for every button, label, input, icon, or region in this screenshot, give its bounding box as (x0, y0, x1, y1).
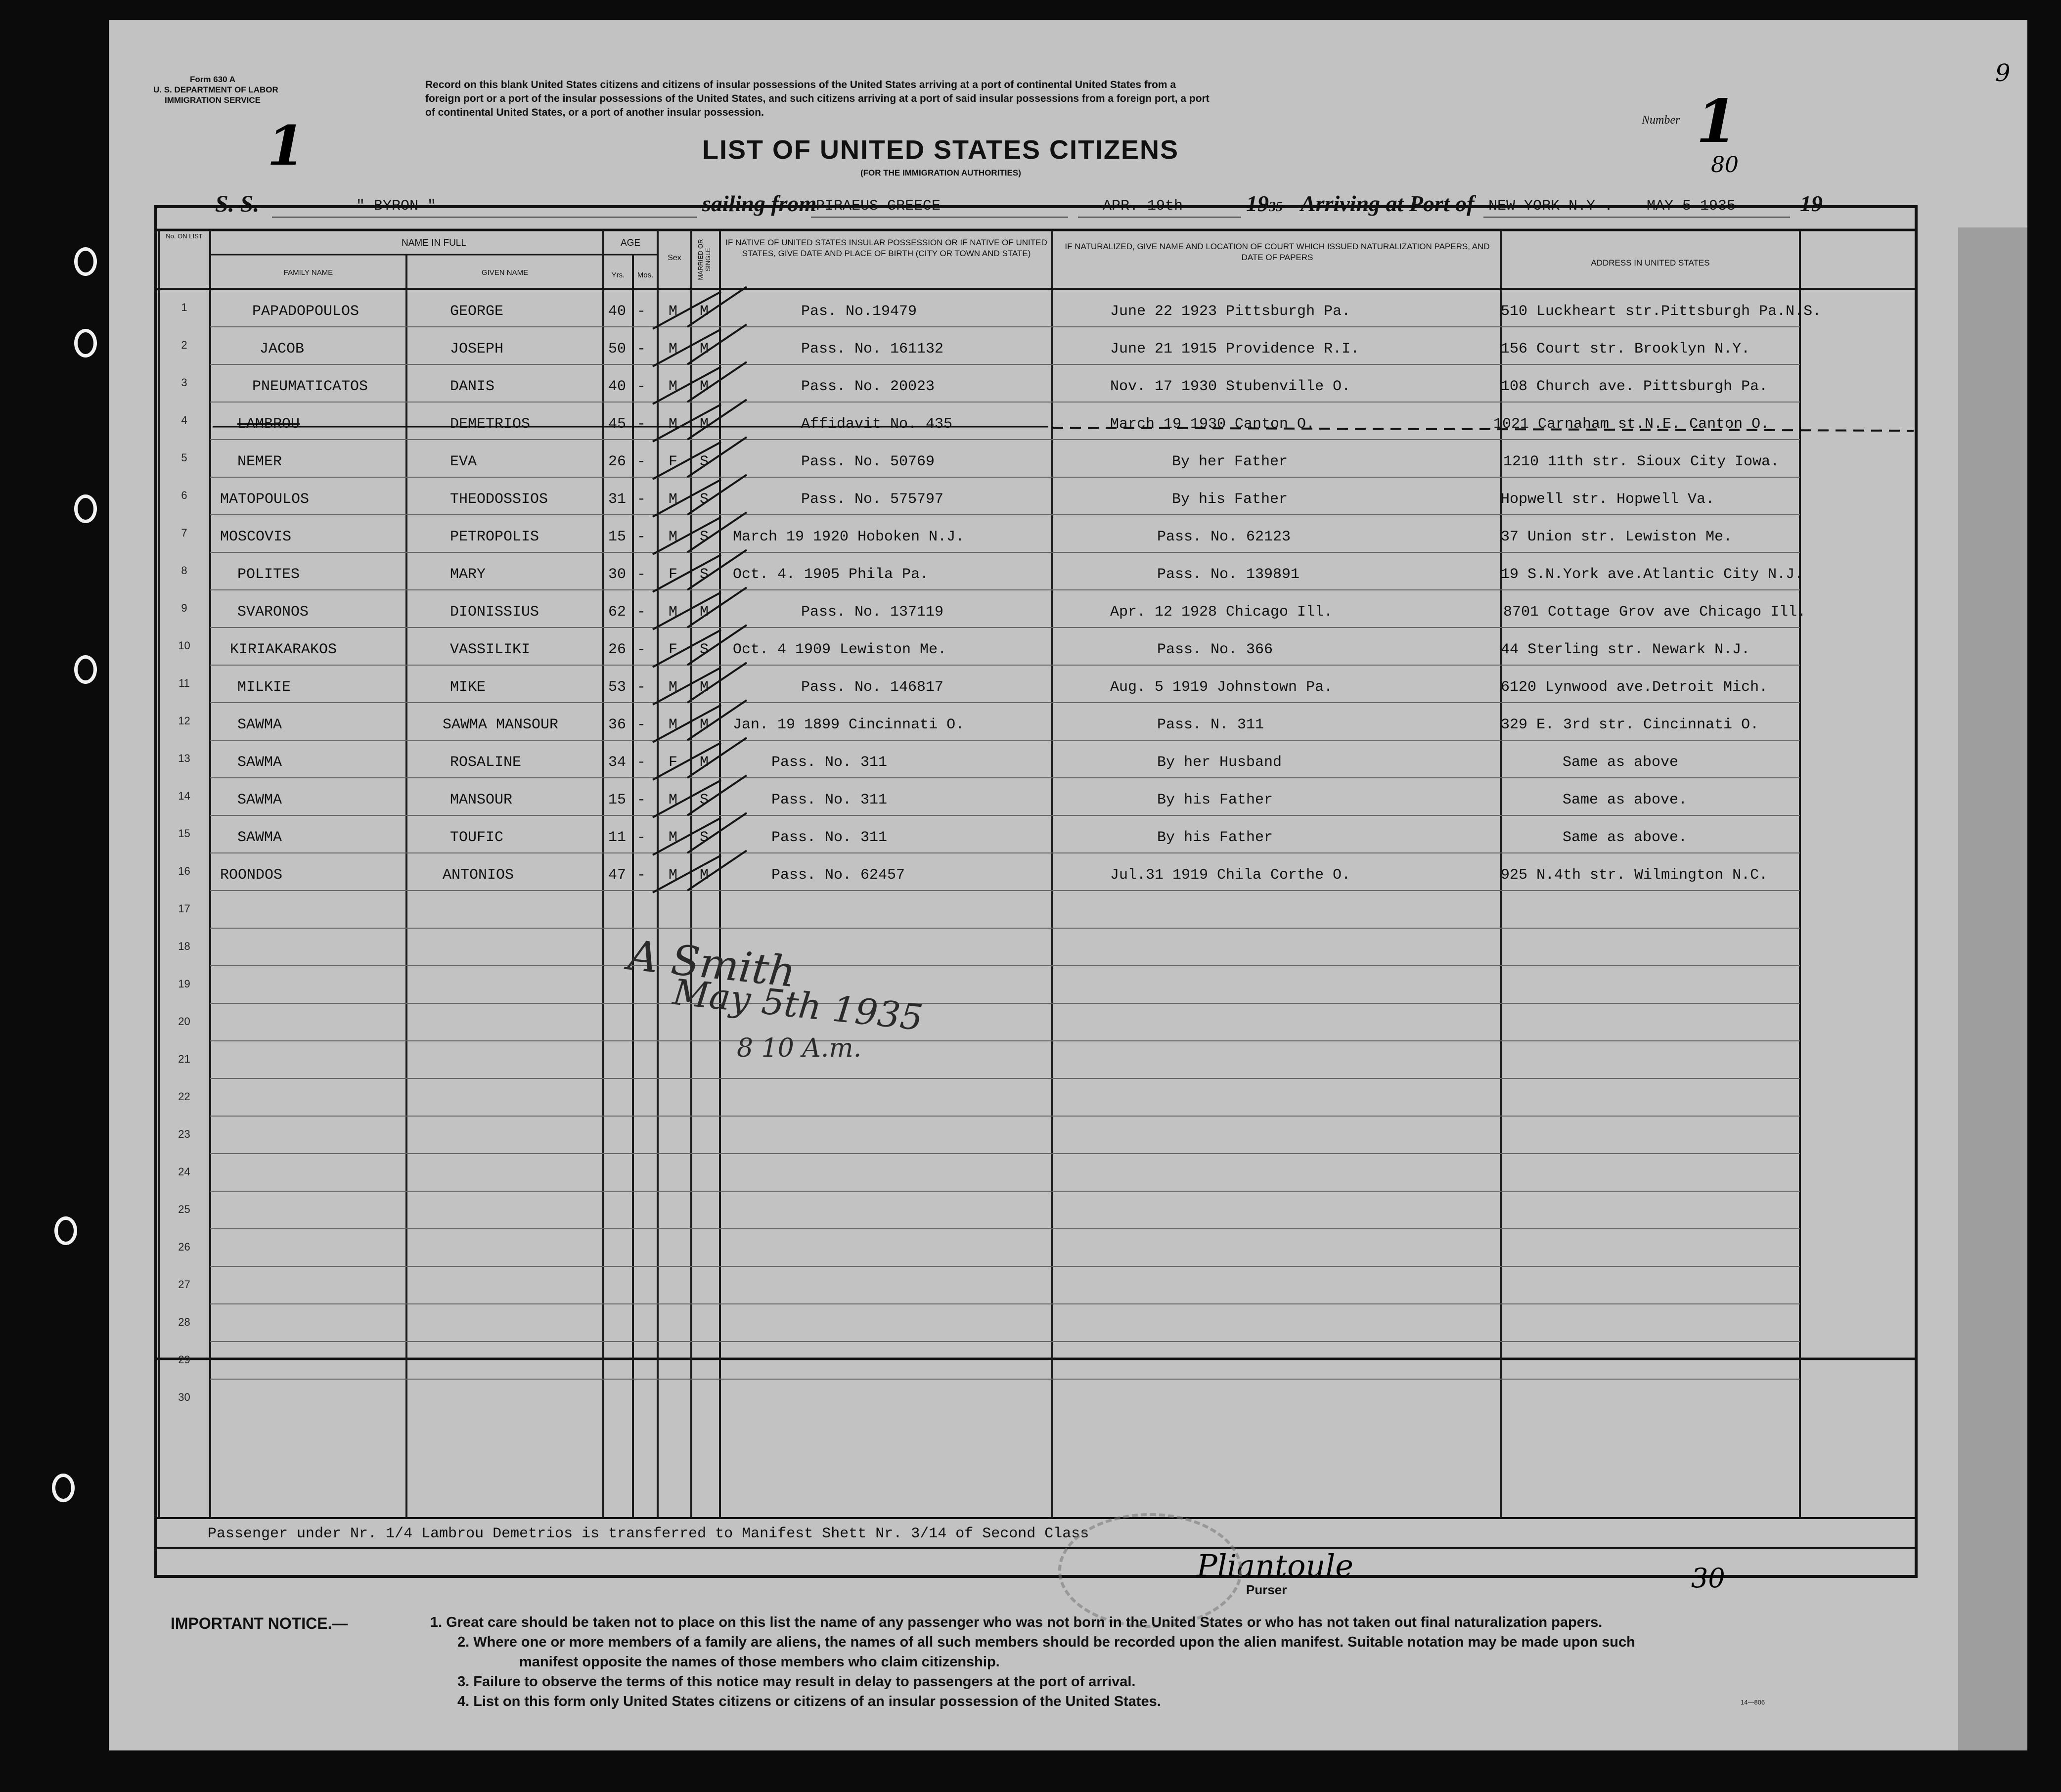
notice-item-4: 4. List on this form only United States citizens or citizens of an insular possession of the United States. (457, 1694, 1161, 1709)
table-grid (109, 20, 2027, 1750)
row-mos: - (637, 792, 646, 808)
row-given: MIKE (450, 679, 486, 696)
sheet-number-handwritten: 1 (267, 114, 305, 178)
row-number: 25 (178, 1203, 190, 1215)
row-addr: 510 Luckheart str.Pittsburgh Pa.N.S. (1501, 303, 1822, 320)
row-ms: M (700, 604, 709, 621)
row-family: LAMBROU (237, 416, 300, 433)
row-ms: S (700, 829, 709, 846)
row-family: SAWMA (237, 829, 282, 846)
row-ms: M (700, 754, 709, 771)
ship-name: " BYRON " (356, 198, 437, 215)
row-mos: - (637, 641, 646, 658)
row-nat: Jul.31 1919 Chila Corthe O. (1110, 867, 1351, 884)
row-nat: June 22 1923 Pittsburgh Pa. (1110, 303, 1351, 320)
row-number: 11 (179, 677, 190, 689)
row-sex: F (669, 566, 678, 583)
row-sex: M (669, 679, 678, 696)
row-mos: - (637, 604, 646, 621)
row-yrs: 34 (608, 754, 627, 771)
form-code: 14—806 (1741, 1699, 1765, 1706)
row-mos: - (637, 303, 646, 320)
row-given: ANTONIOS (443, 867, 514, 884)
row-number: 8 (181, 564, 187, 577)
row-number: 19 (178, 978, 190, 990)
col-married-single: MARRIED OR SINGLE (697, 239, 712, 280)
row-birth: Affidavit No. 435 (801, 416, 953, 433)
notice-item-3: 3. Failure to observe the terms of this notice may result in delay to passengers at the port of arrival. (457, 1674, 1136, 1690)
notice-label: IMPORTANT NOTICE.— (171, 1614, 348, 1632)
row-nat: By her Husband (1157, 754, 1282, 771)
row-number: 4 (181, 414, 187, 426)
row-mos: - (637, 829, 646, 846)
row-yrs: 36 (608, 717, 627, 733)
row-given: TOUFIC (450, 829, 504, 846)
row-addr: 108 Church ave. Pittsburgh Pa. (1501, 378, 1768, 395)
arrival-date: MAY 5 1935 (1647, 198, 1736, 215)
row-birth: Pass. No. 137119 (801, 604, 944, 621)
row-birth: Pas. No.19479 (801, 303, 917, 320)
row-nat: Nov. 17 1930 Stubenville O. (1110, 378, 1351, 395)
row-number: 29 (178, 1353, 190, 1366)
row-number: 18 (178, 940, 190, 952)
inspection-date: May 5th 1935 (671, 971, 925, 1039)
col-given-name: GIVEN NAME (481, 269, 529, 277)
row-yrs: 15 (608, 529, 627, 545)
binder-hole (54, 1216, 77, 1245)
col-family-name: FAMILY NAME (283, 269, 333, 277)
row-family: SAWMA (237, 754, 282, 771)
row-nat: By his Father (1157, 792, 1273, 808)
col-birth-info: IF NATIVE OF UNITED STATES INSULAR POSSESSION OR IF NATIVE OF UNITED STATES, GIVE DATE AND PLACE OF BIRTH (CITY OR TOWN AND STATE) (725, 238, 1047, 258)
row-birth: Oct. 4. 1905 Phila Pa. (733, 566, 929, 583)
row-nat: By his Father (1157, 829, 1273, 846)
row-number: 10 (178, 639, 190, 652)
row-mos: - (637, 341, 646, 358)
row-family: NEMER (237, 453, 282, 470)
number-label: Number (1642, 114, 1680, 127)
row-given: MANSOUR (450, 792, 513, 808)
row-yrs: 30 (608, 566, 627, 583)
row-number: 20 (178, 1015, 190, 1028)
sail-date: APR. 19th (1103, 198, 1183, 215)
row-sex: F (669, 453, 678, 470)
row-addr: 1210 11th str. Sioux City Iowa. (1503, 453, 1780, 470)
page-count: 30 (1691, 1563, 1725, 1594)
row-number: 12 (178, 715, 190, 727)
year-prefix-2: 19 (1800, 191, 1823, 216)
row-nat: March 19 1930 Canton O. (1110, 416, 1315, 433)
binder-hole (74, 494, 97, 523)
col-naturalized: IF NATURALIZED, GIVE NAME AND LOCATION OF COURT WHICH ISSUED NATURALIZATION PAPERS, AND DATE OF PAPERS (1065, 242, 1490, 262)
row-number: 7 (181, 527, 187, 539)
row-sex: M (669, 604, 678, 621)
row-number: 2 (181, 339, 187, 351)
row-number: 24 (178, 1165, 190, 1178)
row-ms: M (700, 679, 709, 696)
year-prefix: 1935 (1246, 191, 1283, 216)
row-family: KIRIAKARAKOS (230, 641, 337, 658)
row-ms: S (700, 491, 709, 508)
row-sex: F (669, 754, 678, 771)
row-given: EVA (450, 453, 477, 470)
purser-signature: Pliantoule (1197, 1548, 1353, 1584)
row-birth: Jan. 19 1899 Cincinnati O. (733, 717, 965, 733)
row-family: MILKIE (237, 679, 291, 696)
row-number: 3 (181, 376, 187, 389)
inspection-time: 8 10 A.m. (737, 1033, 862, 1063)
row-yrs: 40 (608, 303, 627, 320)
row-yrs: 53 (608, 679, 627, 696)
row-nat: June 21 1915 Providence R.I. (1110, 341, 1360, 358)
row-ms: M (700, 341, 709, 358)
row-addr: 156 Court str. Brooklyn N.Y. (1501, 341, 1750, 358)
row-birth: Pass. No. 146817 (801, 679, 944, 696)
col-name-in-full: NAME IN FULL (402, 238, 466, 248)
arrival-port: NEW YORK N.Y . (1488, 198, 1613, 215)
row-number: 22 (178, 1090, 190, 1103)
row-mos: - (637, 566, 646, 583)
row-mos: - (637, 717, 646, 733)
row-given: VASSILIKI (450, 641, 531, 658)
row-given: DEMETRIOS (450, 416, 531, 433)
row-ms: M (700, 867, 709, 884)
row-addr: 329 E. 3rd str. Cincinnati O. (1501, 717, 1759, 733)
row-sex: M (669, 792, 678, 808)
row-nat: Pass. No. 62123 (1157, 529, 1291, 545)
col-sex: Sex (668, 254, 681, 262)
row-yrs: 11 (608, 829, 627, 846)
row-number: 5 (181, 451, 187, 464)
row-nat: Apr. 12 1928 Chicago Ill. (1110, 604, 1333, 621)
row-nat: Pass. N. 311 (1157, 717, 1264, 733)
col-mos: Mos. (637, 271, 654, 279)
row-addr: 44 Sterling str. Newark N.J. (1501, 641, 1750, 658)
row-number: 26 (178, 1241, 190, 1253)
row-addr: Same as above. (1563, 792, 1688, 808)
row-family: SAWMA (237, 792, 282, 808)
row-addr: 925 N.4th str. Wilmington N.C. (1501, 867, 1768, 884)
row-sex: M (669, 491, 678, 508)
service-label: IMMIGRATION SERVICE (165, 95, 261, 105)
row-birth: Pass. No. 161132 (801, 341, 944, 358)
row-mos: - (637, 754, 646, 771)
row-sex: M (669, 416, 678, 433)
notice-item-2-cont: manifest opposite the names of those members who claim citizenship. (519, 1654, 1000, 1670)
row-mos: - (637, 529, 646, 545)
row-number: 15 (178, 827, 190, 840)
row-addr: 19 S.N.York ave.Atlantic City N.J. (1501, 566, 1804, 583)
row-birth: Pass. No. 311 (771, 754, 888, 771)
row-yrs: 62 (608, 604, 627, 621)
row-family: PAPADOPOULOS (252, 303, 359, 320)
row-addr: 37 Union str. Lewiston Me. (1501, 529, 1733, 545)
sailing-label: sailing from (702, 191, 817, 216)
row-given: ROSALINE (450, 754, 522, 771)
official-stamp (1058, 1513, 1242, 1628)
row-addr: Same as above. (1563, 829, 1688, 846)
instruction-line-3: of continental United States, or a port of another insular possession. (425, 107, 764, 118)
binder-hole (52, 1474, 75, 1502)
row-nat: By her Father (1172, 453, 1288, 470)
inspector-signature: A Smith (626, 931, 798, 997)
corner-mark: 9 (1995, 59, 2011, 87)
row-birth: Pass. No. 50769 (801, 453, 935, 470)
row-family: POLITES (237, 566, 300, 583)
row-ms: M (700, 416, 709, 433)
row-given: JOSEPH (450, 341, 504, 358)
row-mos: - (637, 491, 646, 508)
row-number: 23 (178, 1128, 190, 1140)
row-ms: S (700, 453, 709, 470)
row-yrs: 45 (608, 416, 627, 433)
row-number: 14 (178, 790, 190, 802)
row-number: 16 (178, 865, 190, 877)
row-addr: 1021 Carnaham st.N.E. Canton O. (1493, 416, 1770, 433)
row-family: MOSCOVIS (220, 529, 292, 545)
row-given: DANIS (450, 378, 495, 395)
row-mos: - (637, 416, 646, 433)
number-value: 1 (1696, 87, 1738, 156)
row-yrs: 40 (608, 378, 627, 395)
row-given: GEORGE (450, 303, 504, 320)
row-sex: M (669, 529, 678, 545)
row-number: 1 (181, 301, 187, 314)
form-subtitle: (FOR THE IMMIGRATION AUTHORITIES) (860, 168, 1021, 178)
row-family: SAWMA (237, 717, 282, 733)
row-birth: Oct. 4 1909 Lewiston Me. (733, 641, 947, 658)
instruction-line-1: Record on this blank United States citizens and citizens of insular possessions of the United States arriving at a port of continental United States from a (425, 79, 1176, 90)
row-birth: Pass. No. 311 (771, 829, 888, 846)
row-yrs: 15 (608, 792, 627, 808)
row-ms: S (700, 529, 709, 545)
row-number: 27 (178, 1278, 190, 1291)
row-number: 28 (178, 1316, 190, 1328)
row-nat: Aug. 5 1919 Johnstown Pa. (1110, 679, 1333, 696)
number-subvalue: 80 (1711, 152, 1739, 178)
row-number: 30 (178, 1391, 190, 1403)
row-nat: By his Father (1172, 491, 1288, 508)
ss-label: S. S. (215, 191, 260, 217)
form-title: LIST OF UNITED STATES CITIZENS (702, 135, 1179, 165)
row-number: 17 (178, 902, 190, 915)
binder-hole (74, 329, 97, 358)
row-birth: March 19 1920 Hoboken N.J. (733, 529, 965, 545)
row-ms: M (700, 378, 709, 395)
row-given: DIONISSIUS (450, 604, 539, 621)
col-age: AGE (620, 238, 641, 248)
row-family: SVARONOS (237, 604, 309, 621)
row-mos: - (637, 867, 646, 884)
form-id: Form 630 A (190, 75, 235, 84)
row-mos: - (637, 378, 646, 395)
row-sex: M (669, 829, 678, 846)
row-nat: Pass. No. 366 (1157, 641, 1273, 658)
row-ms: S (700, 792, 709, 808)
row-family: ROONDOS (220, 867, 283, 884)
row-sex: M (669, 717, 678, 733)
row-yrs: 31 (608, 491, 627, 508)
department-label: U. S. DEPARTMENT OF LABOR (153, 85, 278, 94)
col-no-on-list: No. ON LIST (166, 232, 203, 240)
row-given: THEODOSSIOS (450, 491, 548, 508)
row-sex: M (669, 303, 678, 320)
row-yrs: 50 (608, 341, 627, 358)
row-addr: Hopwell str. Hopwell Va. (1501, 491, 1715, 508)
row-family: PNEUMATICATOS (252, 378, 368, 395)
row-addr: 6120 Lynwood ave.Detroit Mich. (1501, 679, 1768, 696)
row-number: 21 (178, 1053, 190, 1065)
row-sex: M (669, 867, 678, 884)
col-address: ADDRESS IN UNITED STATES (1591, 258, 1710, 268)
notice-item-1: 1. Great care should be taken not to place on this list the name of any passenger who was not born in the United States or who has not taken out final naturalization papers. (430, 1614, 1603, 1630)
manifest-sheet (109, 20, 2027, 1750)
row-sex: M (669, 378, 678, 395)
row-given: MARY (450, 566, 486, 583)
binder-hole (74, 247, 97, 276)
row-yrs: 26 (608, 453, 627, 470)
row-family: MATOPOULOS (220, 491, 310, 508)
row-yrs: 26 (608, 641, 627, 658)
row-number: 6 (181, 489, 187, 501)
row-yrs: 47 (608, 867, 627, 884)
transfer-note: Passenger under Nr. 1/4 Lambrou Demetrios is transferred to Manifest Shett Nr. 3/14 of Second Class (208, 1525, 1089, 1542)
row-given: PETROPOLIS (450, 529, 539, 545)
row-number: 9 (181, 602, 187, 614)
col-yrs: Yrs. (611, 271, 625, 279)
row-ms: M (700, 717, 709, 733)
row-addr: Same as above (1563, 754, 1679, 771)
instruction-line-2: foreign port or a port of the insular possessions of the United States, and such citizens arriving at a port of said insular possessions from a foreign port, a port (425, 93, 1210, 104)
row-family: JACOB (260, 341, 305, 358)
arriving-label: Arriving at Port of (1300, 191, 1475, 216)
row-birth: Pass. No. 20023 (801, 378, 935, 395)
row-given: SAWMA MANSOUR (443, 717, 559, 733)
binder-hole (74, 655, 97, 684)
row-ms: S (700, 566, 709, 583)
row-ms: S (700, 641, 709, 658)
row-number: 13 (178, 752, 190, 764)
row-birth: Pass. No. 575797 (801, 491, 944, 508)
row-mos: - (637, 453, 646, 470)
row-sex: M (669, 341, 678, 358)
row-birth: Pass. No. 62457 (771, 867, 905, 884)
row-mos: - (637, 679, 646, 696)
row-ms: M (700, 303, 709, 320)
row-birth: Pass. No. 311 (771, 792, 888, 808)
sailing-from: PIRAEUS GREECE (816, 198, 941, 215)
row-nat: Pass. No. 139891 (1157, 566, 1300, 583)
row-addr: 8701 Cottage Grov ave Chicago Ill. (1503, 604, 1806, 621)
purser-label: Purser (1246, 1582, 1287, 1597)
notice-item-2: 2. Where one or more members of a family are aliens, the names of all such members should be recorded upon the alien manifest. Suitable notation may be made upon such (457, 1634, 1635, 1650)
row-sex: F (669, 641, 678, 658)
